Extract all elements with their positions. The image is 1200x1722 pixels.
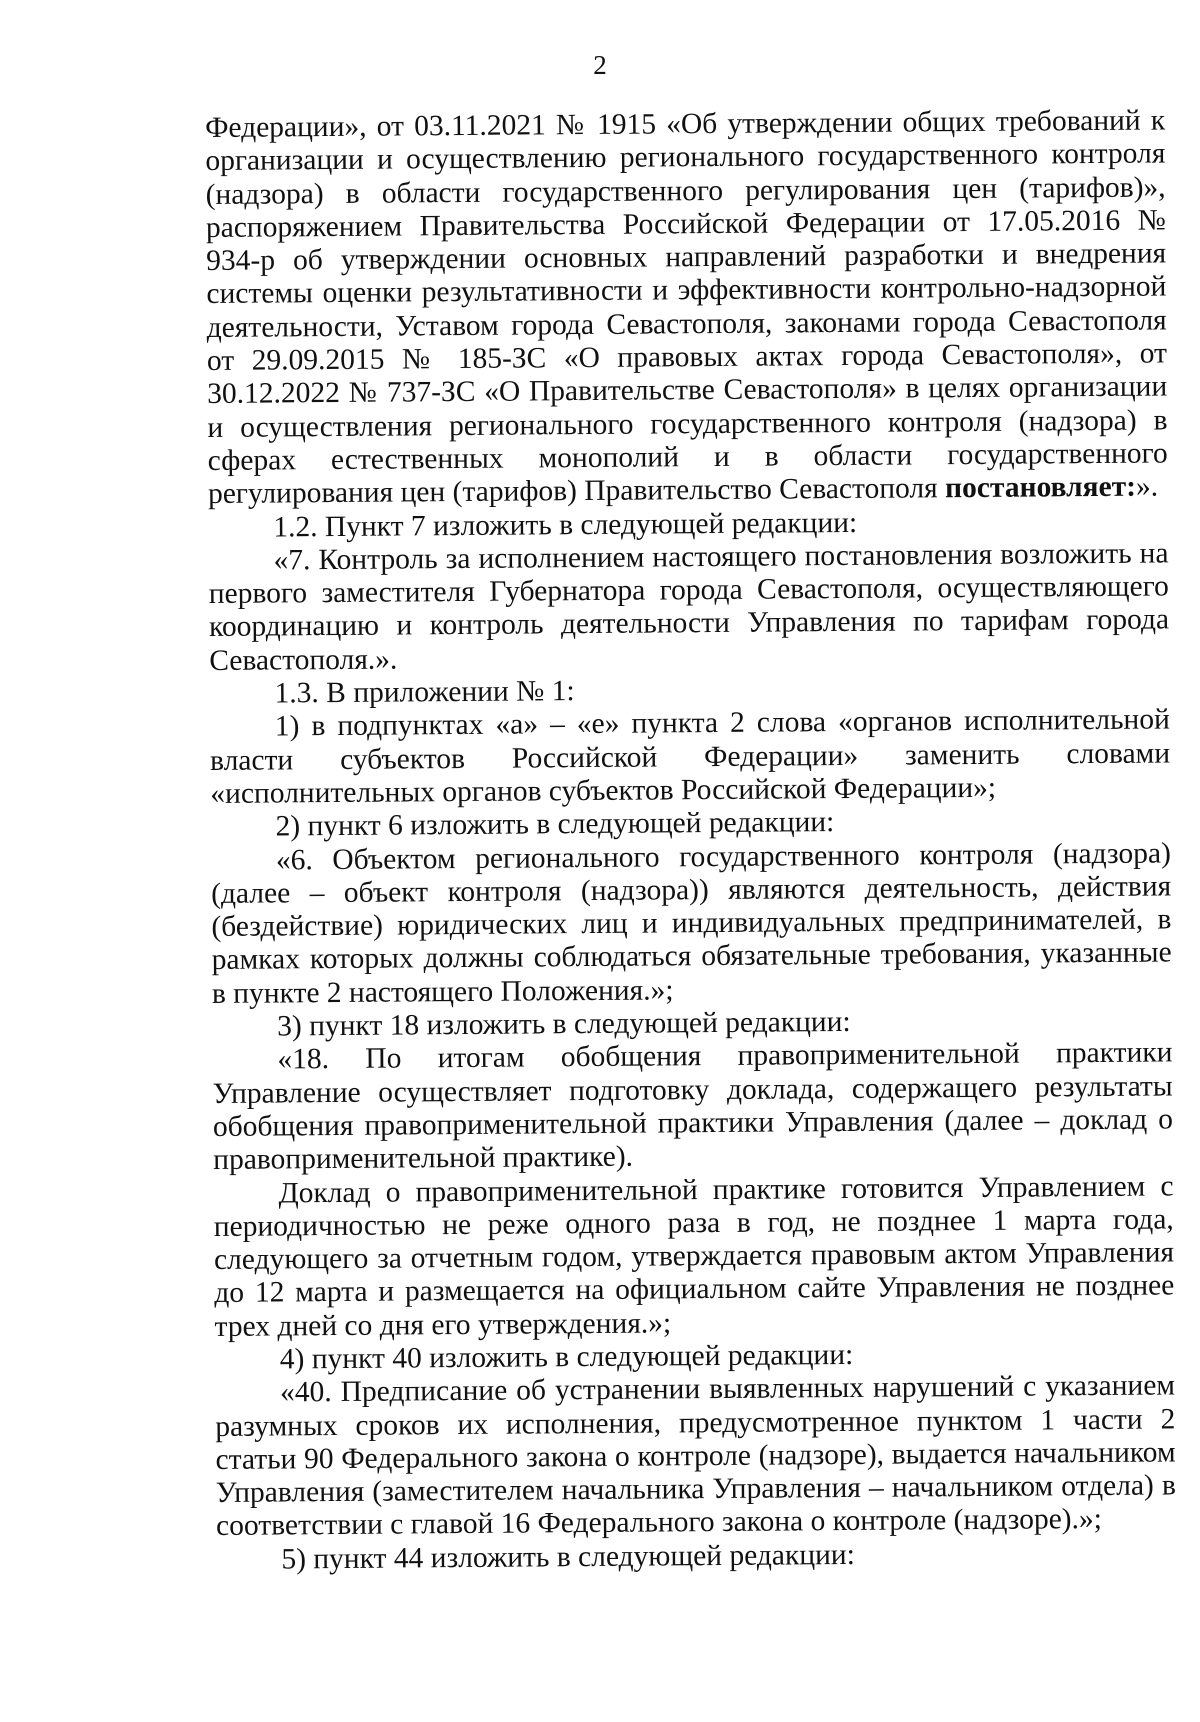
paragraph-clause-7: «7. Контроль за исполнением настоящего постановления возложить на первого заместителя Губернатора города Севастополя, осуществляющего координацию и контроль деятельности Управления по тарифам города Севастополя.». [208, 537, 1170, 677]
paragraph-clause-6: «6. Объектом регионального государственного контроля (надзора) (далее – объект контроля (надзора)) являются деятельность, действия (бездействие) юридических лиц и индивидуальных предпринимателей, в рамках которых должны соблюдаться обязательные требования, указанные в пункте 2 настоящего Положения.»; [211, 836, 1172, 1010]
paragraph-preamble-text: Федерации», от 03.11.2021 № 1915 «Об утверждении общих требований к организации и осуществлению регионального государственного контроля (надзора) в области государственного регулирования цен (тарифов)», распоряжением Правительства Российской Федерации от 17.05.2016 № 934-р об утверждении основных направлений разработки и внедрения системы оценки результативности и эффективности контрольно-надзорной деятельности, Уставом города Севастополя, законами города Севастополя от 29.09.2015 № 185-ЗС «О правовых актах города Севастополя», от 30.12.2022 № 737-ЗС «О Правительстве Севастополя» в целях организации и осуществления регионального государственного контроля (надзора) в сферах естественных монополий и в области государственного регулирования цен (тарифов) Правительство Севастополя [205, 104, 1168, 511]
paragraph-clause-18: «18. По итогам обобщения правоприменительной практики Управление осуществляет подготовку доклада, содержащего результаты обобщения правоприменительной практики Управления (далее – доклад о правоприменительной практике). [212, 1036, 1174, 1177]
paragraph-preamble-ending: ». [1135, 470, 1159, 503]
paragraph-subitem-1: 1) в подпунктах «а» – «е» пункта 2 слова «органов исполнительной власти субъектов Российской Федерации» заменить словами «исполнительных органов субъектов Российской Федерации»; [209, 703, 1171, 810]
paragraph-clause-40: «40. Предписание об устранении выявленных нарушений с указанием разумных сроков их исполнения, предусмотренное пунктом 1 части 2 статьи 90 Федерального закона о контроле (надзоре), выдается начальником Управления (заместителем начальника Управления – начальником отдела) в соответствии с главой 16 Федерального закона о контроле (надзоре).»; [215, 1369, 1176, 1543]
paragraph-subitem-3: 3) пункт 18 изложить в следующей редакции: [277, 1005, 851, 1043]
page-number: 2 [593, 50, 607, 80]
resolution-keyword: постановляет: [944, 470, 1137, 505]
paragraph-item-1-2: 1.2. Пункт 7 изложить в следующей редакции: [273, 506, 858, 544]
paragraph-subitem-4: 4) пункт 40 изложить в следующей редакции: [279, 1338, 854, 1376]
paragraph-subitem-2: 2) пункт 6 изложить в следующей редакции: [275, 806, 835, 843]
paragraph-item-1-3: 1.3. В приложении № 1: [274, 675, 575, 710]
paragraph-report: Доклад о правоприменительной практике готовится Управлением с периодичностью не реже одного раза в год, не позднее 1 марта года, следующего за отчетным годом, утверждается правовым актом Управления до 12 марта и размещается на официальном сайте Управления не позднее трех дней со дня его утверждения.»; [213, 1169, 1175, 1343]
paragraph-preamble [205, 104, 1168, 511]
paragraph-subitem-5: 5) пункт 44 изложить в следующей редакции: [281, 1538, 855, 1576]
document-body [205, 104, 1176, 1577]
